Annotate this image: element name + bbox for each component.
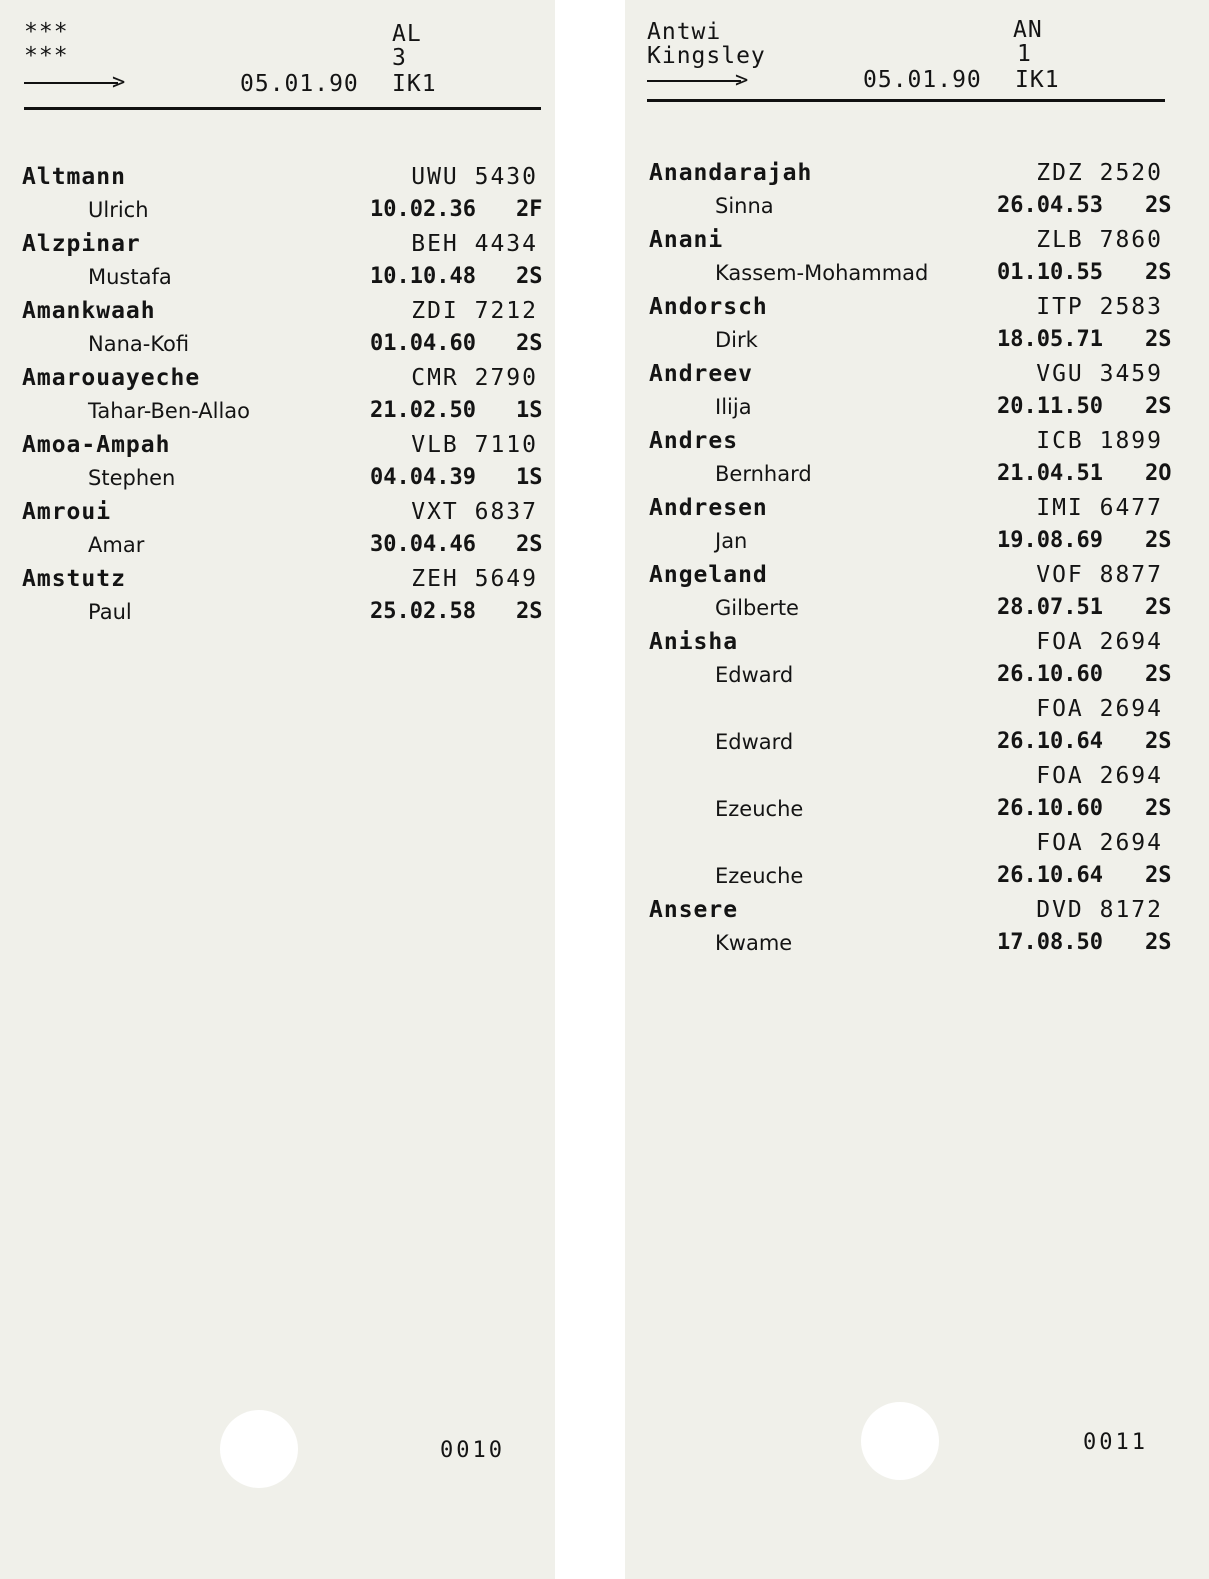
list-item xyxy=(649,294,1185,361)
record-code: CMR 2790 xyxy=(411,365,538,391)
header-code-top: AL xyxy=(392,21,422,47)
surname: Anani xyxy=(649,227,724,253)
record-code: FOA 2694 xyxy=(1036,629,1163,655)
surname: Amstutz xyxy=(22,566,126,592)
record-code: VOF 8877 xyxy=(1036,562,1163,588)
birth-date: 26.10.64 xyxy=(997,863,1103,888)
header-line2-left: *** xyxy=(24,43,69,69)
list-item xyxy=(649,763,1185,830)
surname: Altmann xyxy=(22,164,126,190)
card-number: 0011 xyxy=(1083,1430,1148,1455)
header-office: IK1 xyxy=(1015,67,1060,93)
surname: Anandarajah xyxy=(649,160,813,186)
birth-date: 01.04.60 xyxy=(370,331,476,356)
surname: Andreev xyxy=(649,361,753,387)
class-code: 2S xyxy=(1145,260,1172,285)
birth-date: 19.08.69 xyxy=(997,528,1103,553)
list-item xyxy=(22,365,546,432)
record-code: BEH 4434 xyxy=(411,231,538,257)
list-item xyxy=(22,499,546,566)
surname: Amroui xyxy=(22,499,112,525)
header-line1-left: *** xyxy=(24,19,69,45)
record-code: ICB 1899 xyxy=(1036,428,1163,454)
punch-hole xyxy=(861,1402,939,1480)
class-code: 2S xyxy=(516,599,543,624)
list-item xyxy=(22,164,546,231)
list-item xyxy=(649,160,1185,227)
list-item xyxy=(649,696,1185,763)
header-office: IK1 xyxy=(392,71,437,97)
entry-list xyxy=(649,160,1185,964)
birth-date: 26.10.60 xyxy=(997,796,1103,821)
given-name: Ezeuche xyxy=(715,864,804,888)
birth-date: 17.08.50 xyxy=(997,930,1103,955)
card-number: 0010 xyxy=(440,1438,505,1463)
given-name: Tahar-Ben-Allao xyxy=(88,399,251,423)
class-code: 2S xyxy=(1145,595,1172,620)
class-code: 2F xyxy=(516,197,543,222)
birth-date: 26.10.60 xyxy=(997,662,1103,687)
list-item xyxy=(649,495,1185,562)
given-name: Ezeuche xyxy=(715,797,804,821)
record-code: FOA 2694 xyxy=(1036,696,1163,722)
class-code: 2S xyxy=(1145,662,1172,687)
given-name: Kwame xyxy=(715,931,793,955)
given-name: Mustafa xyxy=(88,265,172,289)
given-name: Ilija xyxy=(715,395,752,419)
given-name: Sinna xyxy=(715,194,774,218)
surname: Amoa-Ampah xyxy=(22,432,171,458)
class-code: 1S xyxy=(516,398,543,423)
record-code: UWU 5430 xyxy=(411,164,538,190)
class-code: 1S xyxy=(516,465,543,490)
list-item xyxy=(649,428,1185,495)
list-item xyxy=(649,227,1185,294)
surname: Angeland xyxy=(649,562,768,588)
birth-date: 01.10.55 xyxy=(997,260,1103,285)
list-item xyxy=(22,432,546,499)
class-code: 2S xyxy=(516,264,543,289)
birth-date: 10.02.36 xyxy=(370,197,476,222)
class-code: 2S xyxy=(1145,930,1172,955)
index-card-left xyxy=(0,0,555,1579)
arrow-icon: > xyxy=(647,74,747,88)
arrow-icon: > xyxy=(24,76,124,90)
birth-date: 20.11.50 xyxy=(997,394,1103,419)
list-item xyxy=(22,298,546,365)
birth-date: 10.10.48 xyxy=(370,264,476,289)
given-name: Ulrich xyxy=(88,198,149,222)
record-code: FOA 2694 xyxy=(1036,763,1163,789)
surname: Alzpinar xyxy=(22,231,141,257)
punch-hole xyxy=(220,1410,298,1488)
record-code: FOA 2694 xyxy=(1036,830,1163,856)
given-name: Stephen xyxy=(88,466,176,490)
header-rule xyxy=(647,99,1165,102)
record-code: IMI 6477 xyxy=(1036,495,1163,521)
entry-list xyxy=(22,164,546,633)
birth-date: 21.04.51 xyxy=(997,461,1103,486)
given-name: Gilberte xyxy=(715,596,799,620)
header-line2-left: Kingsley xyxy=(647,43,766,69)
given-name: Nana-Kofi xyxy=(88,332,190,356)
given-name: Edward xyxy=(715,730,794,754)
class-code: 2S xyxy=(516,532,543,557)
birth-date: 26.04.53 xyxy=(997,193,1103,218)
header-line1-left: Antwi xyxy=(647,19,722,45)
header-rule xyxy=(24,107,541,110)
header-code-top: AN xyxy=(1013,17,1043,43)
surname: Amarouayeche xyxy=(22,365,201,391)
record-code: DVD 8172 xyxy=(1036,897,1163,923)
given-name: Edward xyxy=(715,663,794,687)
given-name: Kassem-Mohammad xyxy=(715,261,929,285)
given-name: Jan xyxy=(715,529,748,553)
birth-date: 28.07.51 xyxy=(997,595,1103,620)
list-item xyxy=(649,897,1185,964)
surname: Andresen xyxy=(649,495,768,521)
class-code: 2S xyxy=(1145,863,1172,888)
header-date: 05.01.90 xyxy=(863,67,982,93)
class-code: 2S xyxy=(1145,193,1172,218)
list-item xyxy=(649,629,1185,696)
class-code: 2S xyxy=(1145,528,1172,553)
list-item xyxy=(22,566,546,633)
class-code: 2S xyxy=(1145,729,1172,754)
list-item xyxy=(22,231,546,298)
class-code: 2S xyxy=(1145,327,1172,352)
index-card-right xyxy=(625,0,1209,1579)
given-name: Dirk xyxy=(715,328,758,352)
class-code: 2S xyxy=(1145,796,1172,821)
birth-date: 04.04.39 xyxy=(370,465,476,490)
list-item xyxy=(649,361,1185,428)
class-code: 2S xyxy=(1145,394,1172,419)
surname: Andres xyxy=(649,428,739,454)
list-item xyxy=(649,562,1185,629)
class-code: 2S xyxy=(516,331,543,356)
record-code: VGU 3459 xyxy=(1036,361,1163,387)
record-code: ITP 2583 xyxy=(1036,294,1163,320)
class-code: 2O xyxy=(1145,461,1172,486)
record-code: VLB 7110 xyxy=(411,432,538,458)
surname: Andorsch xyxy=(649,294,768,320)
record-code: VXT 6837 xyxy=(411,499,538,525)
surname: Ansere xyxy=(649,897,739,923)
given-name: Bernhard xyxy=(715,462,812,486)
header-code-mid: 1 xyxy=(1017,41,1032,67)
record-code: ZDI 7212 xyxy=(411,298,538,324)
surname: Anisha xyxy=(649,629,739,655)
given-name: Paul xyxy=(88,600,132,624)
header-code-mid: 3 xyxy=(392,45,407,71)
birth-date: 21.02.50 xyxy=(370,398,476,423)
birth-date: 18.05.71 xyxy=(997,327,1103,352)
list-item xyxy=(649,830,1185,897)
record-code: ZLB 7860 xyxy=(1036,227,1163,253)
surname: Amankwaah xyxy=(22,298,156,324)
birth-date: 26.10.64 xyxy=(997,729,1103,754)
birth-date: 30.04.46 xyxy=(370,532,476,557)
record-code: ZDZ 2520 xyxy=(1036,160,1163,186)
given-name: Amar xyxy=(88,533,145,557)
header-date: 05.01.90 xyxy=(240,71,359,97)
birth-date: 25.02.58 xyxy=(370,599,476,624)
record-code: ZEH 5649 xyxy=(411,566,538,592)
